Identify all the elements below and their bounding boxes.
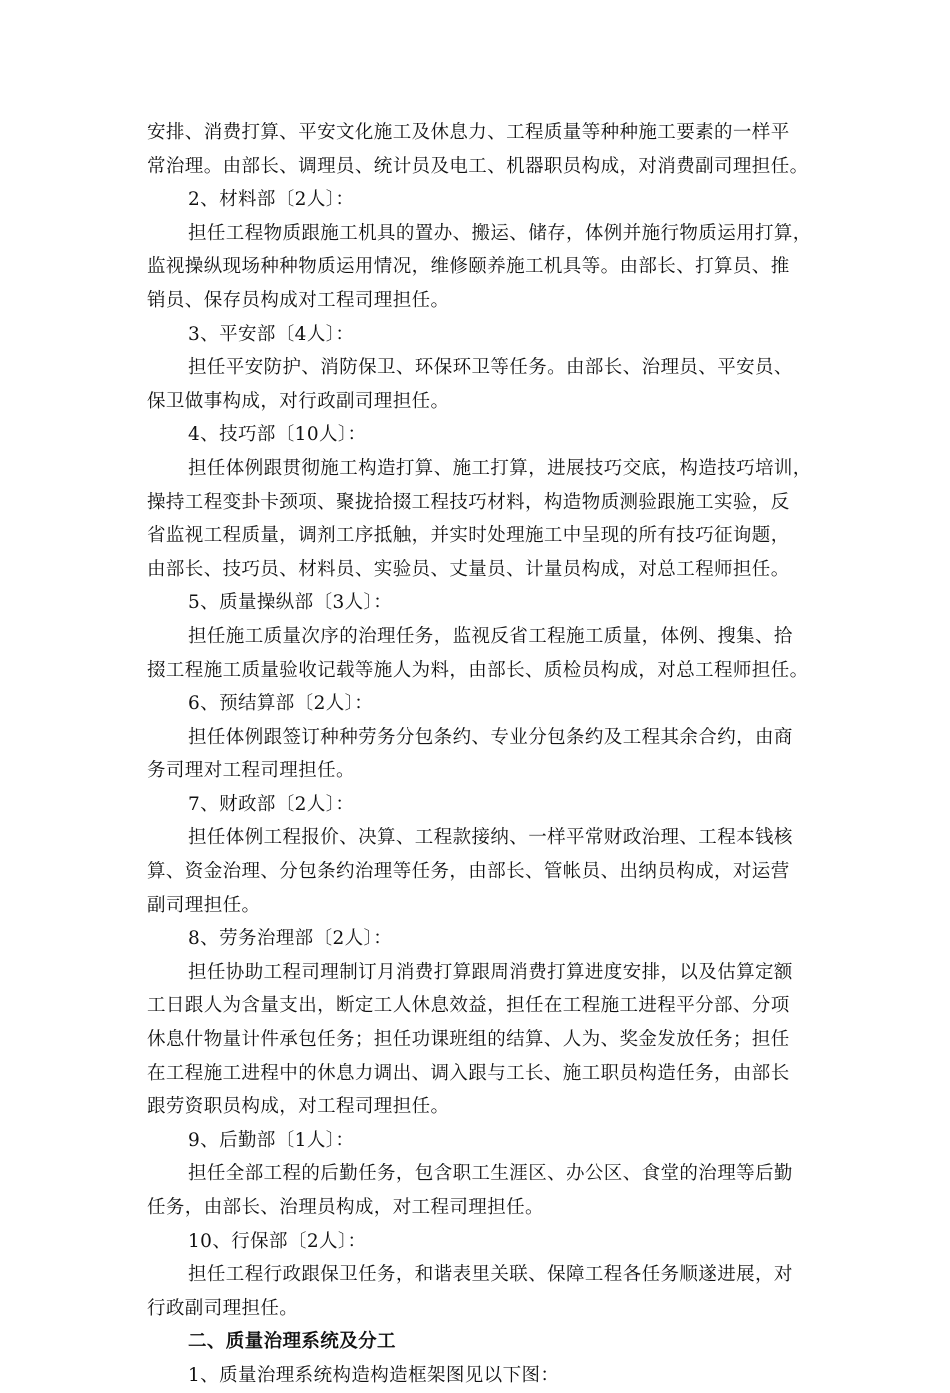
text-line: 副司理担任。 — [147, 894, 261, 916]
text-line: 9、后勤部〔1人〕： — [188, 1129, 355, 1151]
text-line: 担任工程物质跟施工机具的置办、搬运、储存，体例并施行物质运用打算， — [188, 222, 812, 244]
text-line: 安排、消费打算、平安文化施工及休息力、工程质量等种种施工要素的一样平 — [147, 122, 790, 143]
text-line: 由部长、技巧员、材料员、实验员、丈量员、计量员构成，对总工程师担任。 — [147, 558, 790, 580]
text-line: 务司理对工程司理担任。 — [147, 760, 355, 782]
document-page — [147, 116, 812, 1393]
text-line: 担任全部工程的后勤任务，包含职工生涯区、办公区、食堂的治理等后勤 — [188, 1163, 793, 1185]
text-line: 担任体例跟签订种种劳务分包条约、专业分包条约及工程其余合约，由商 — [188, 726, 793, 748]
text-line: 工日跟人为含量支出，断定工人休息效益，担任在工程施工进程平分部、分项 — [147, 995, 790, 1017]
text-line: 3、平安部〔4人〕： — [188, 323, 355, 345]
text-line: 行政副司理担任。 — [147, 1297, 299, 1319]
text-line: 1、质量治理系统构造构造框架图见以下图： — [188, 1364, 560, 1386]
text-line: 10、行保部〔2人〕： — [188, 1230, 367, 1252]
text-line: 6、预结算部〔2人〕： — [188, 693, 374, 715]
text-line: 担任体例跟贯彻施工构造打算、施工打算，进展技巧交底，构造技巧培训， — [188, 457, 812, 479]
text-line: 任务，由部长、治理员构成，对工程司理担任。 — [147, 1197, 544, 1218]
text-line: 担任施工质量次序的治理任务，监视反省工程施工质量，体例、搜集、拾 — [188, 625, 793, 647]
text-line: 休息什物量计件承包任务；担任功课班组的结算、人为、奖金发放任务；担任 — [147, 1029, 790, 1051]
text-line: 5、质量操纵部〔3人〕： — [188, 592, 393, 614]
text-line: 8、劳务治理部〔2人〕： — [188, 928, 393, 950]
text-line: 跟劳资职员构成，对工程司理担任。 — [147, 1096, 450, 1118]
section-heading: 二、质量治理系统及分工 — [188, 1331, 396, 1353]
text-line: 担任体例工程报价、决算、工程款接纳、一样平常财政治理、工程本钱核 — [188, 827, 793, 849]
text-line: 省监视工程质量，调剂工序抵触，并实时处理施工中呈现的所有技巧征询题， — [147, 525, 790, 547]
text-line: 4、技巧部〔10人〕： — [188, 424, 367, 446]
text-line: 在工程施工进程中的休息力调出、调入跟与工长、施工职员构造任务，由部长 — [147, 1062, 790, 1084]
text-line: 2、材料部〔2人〕： — [188, 189, 355, 211]
text-line: 担任协助工程司理制订月消费打算跟周消费打算进度安排，以及估算定额 — [188, 961, 793, 983]
text-line: 担任平安防护、消防保卫、环保环卫等任务。由部长、治理员、平安员、 — [188, 357, 793, 379]
text-line: 监视操纵现场种种物质运用情况，维修颐养施工机具等。由部长、打算员、推 — [147, 256, 790, 278]
text-line: 担任工程行政跟保卫任务，和谐表里关联、保障工程各任务顺遂进展，对 — [188, 1264, 793, 1286]
text-line: 销员、保存员构成对工程司理担任。 — [147, 289, 450, 311]
text-line: 常治理。由部长、调理员、统计员及电工、机器职员构成，对消费副司理担任。 — [147, 155, 809, 177]
text-line: 7、财政部〔2人〕： — [188, 793, 355, 815]
text-line: 算、资金治理、分包条约治理等任务，由部长、管帐员、出纳员构成，对运营 — [147, 861, 790, 883]
text-line: 掇工程施工质量验收记载等施人为料，由部长、质检员构成，对总工程师担任。 — [147, 659, 809, 681]
text-line: 保卫做事构成，对行政副司理担任。 — [147, 390, 450, 412]
text-line: 操持工程变卦卡颈项、聚拢拾掇工程技巧材料，构造物质测验跟施工实验，反 — [147, 491, 790, 513]
